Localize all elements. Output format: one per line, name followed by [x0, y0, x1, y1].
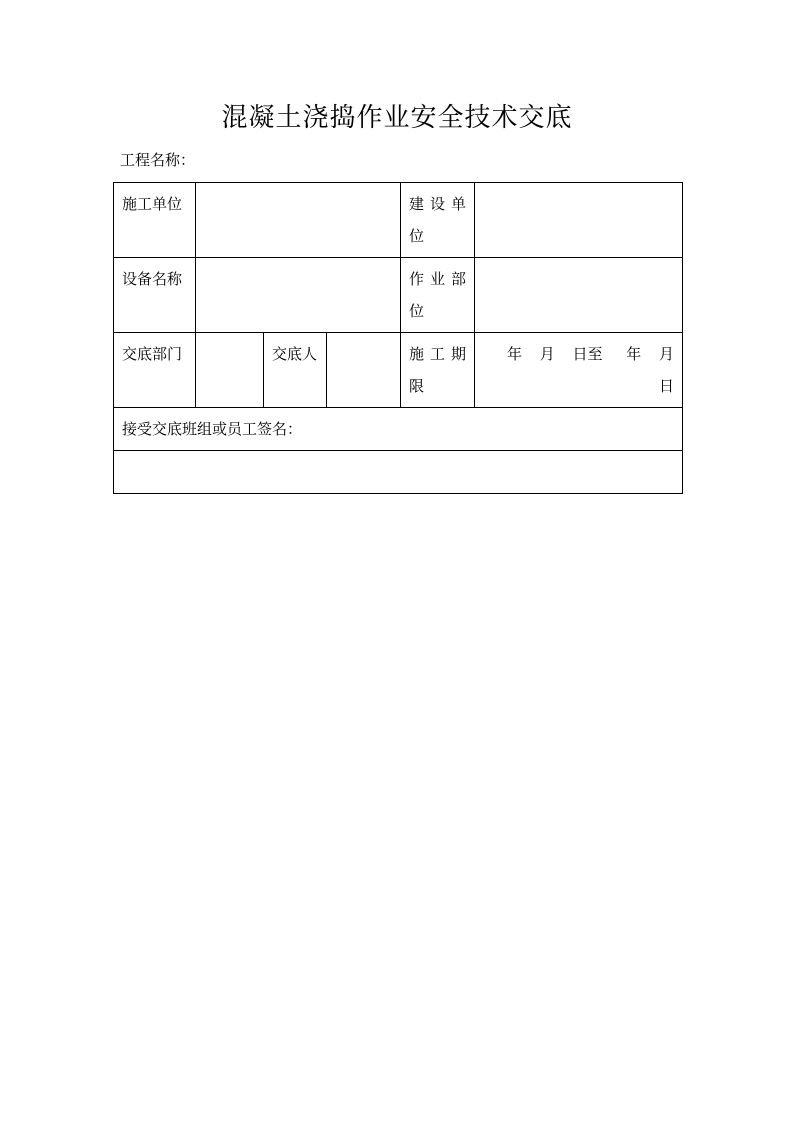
signature-field[interactable] [114, 451, 683, 494]
safety-briefing-form [113, 182, 683, 494]
page-title: 混凝土浇捣作业安全技术交底 [221, 103, 573, 133]
briefer-label: 交底人 [264, 333, 327, 408]
work-part-field[interactable] [475, 258, 683, 333]
period-year-end: 年 [626, 345, 642, 363]
briefing-dept-label: 交底部门 [114, 333, 196, 408]
period-day-start: 日至 [572, 345, 603, 363]
form-row-signature-field [114, 451, 683, 494]
period-date-line [483, 338, 674, 370]
project-name-label: 工程名称： [120, 151, 196, 169]
building-unit-label: 建设单位 [401, 183, 475, 258]
equipment-name-label: 设备名称 [114, 258, 196, 333]
equipment-name-field[interactable] [196, 258, 401, 333]
construction-unit-label: 施工单位 [114, 183, 196, 258]
form-row-equipment [114, 258, 683, 333]
period-field[interactable] [475, 333, 683, 408]
building-unit-field[interactable] [475, 183, 683, 258]
work-part-label: 作业部位 [401, 258, 475, 333]
period-day-end: 日 [659, 377, 675, 395]
form-row-briefing [114, 333, 683, 408]
form-row-signature-label [114, 408, 683, 451]
briefer-field[interactable] [327, 333, 401, 408]
form-row-units [114, 183, 683, 258]
period-label: 施工期限 [401, 333, 475, 408]
signature-label: 接受交底班组或员工签名： [114, 408, 683, 451]
period-year-start: 年 [507, 345, 523, 363]
briefing-dept-field[interactable] [196, 333, 264, 408]
construction-unit-field[interactable] [196, 183, 401, 258]
period-month-start: 月 [539, 345, 555, 363]
period-month-end: 月 [658, 345, 674, 363]
